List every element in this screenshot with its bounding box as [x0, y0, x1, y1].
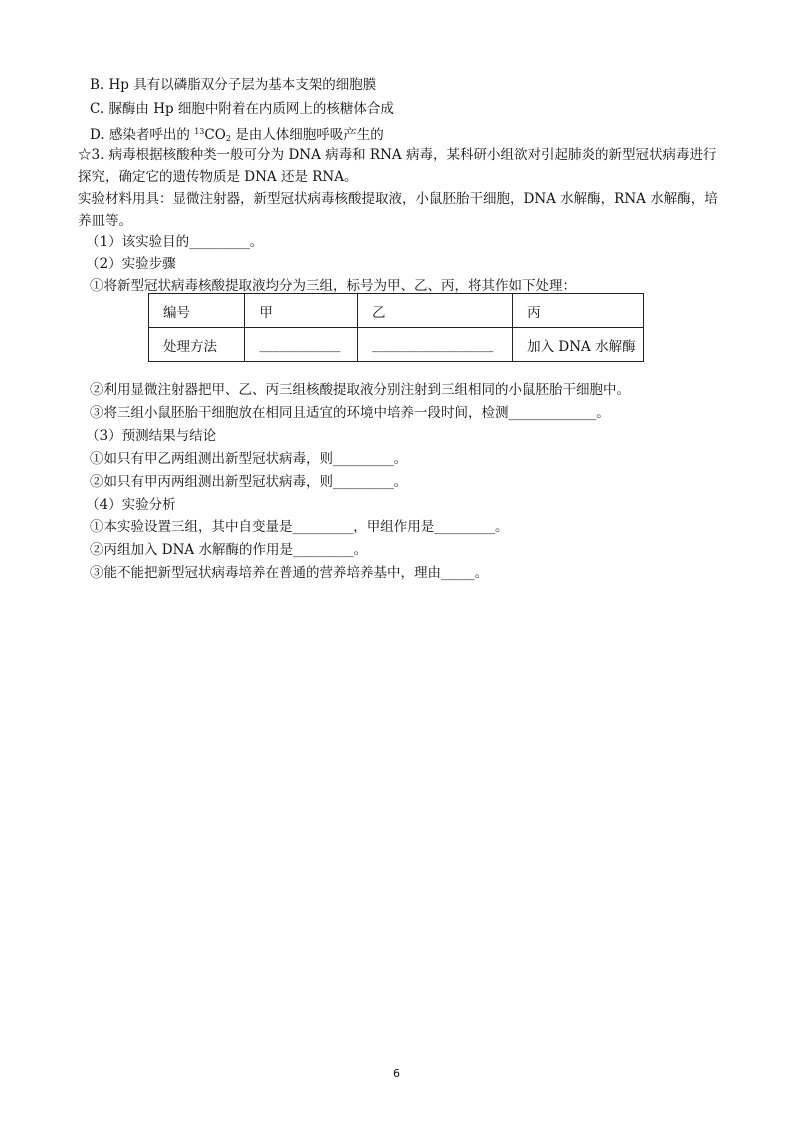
question3-stem-line2: 探究，确定它的遗传物质是 DNA 还是 RNA。	[78, 169, 358, 185]
predict-2: ②如只有甲丙两组测出新型冠状病毒，则_________。	[90, 474, 408, 490]
option-d-co: CO	[204, 127, 226, 143]
page-number: 6	[393, 1067, 400, 1080]
question3-stem-line1: ☆3. 病毒根据核酸种类一般可分为 DNA 病毒和 RNA 病毒，某科研小组欲对引起肺炎的新型冠状病毒进行	[78, 147, 717, 163]
table-cell: 甲	[245, 294, 358, 328]
analysis-1: ①本实验设置三组，其中自变量是_________，甲组作用是_________。	[90, 519, 509, 535]
table-cell: 加入 DNA 水解酶	[513, 328, 644, 362]
table-cell: 处理方法	[149, 328, 245, 362]
option-d-prefix: D. 感染者呼出的	[90, 127, 195, 143]
option-d-suffix: 是由人体细胞呼吸产生的	[230, 127, 384, 143]
table-cell: 乙	[357, 294, 512, 328]
predict-heading: （3）预测结果与结论	[86, 428, 217, 444]
option-d-isotope: 13	[194, 127, 205, 136]
table-cell: 编号	[149, 294, 245, 328]
table-cell: 丙	[513, 294, 644, 328]
step-1: ①将新型冠状病毒核酸提取液均分为三组，标号为甲、乙、丙，将其作如下处理：	[90, 278, 576, 294]
steps-heading: （2）实验步骤	[86, 256, 176, 272]
option-d-subscript: 2	[225, 134, 231, 143]
table-cell: __________________	[357, 328, 512, 362]
analysis-heading: （4）实验分析	[86, 497, 176, 513]
option-c: C. 脲酶由 Hp 细胞中附着在内质网上的核糖体合成	[90, 101, 394, 117]
table-row	[149, 294, 644, 328]
analysis-2: ②丙组加入 DNA 水解酶的作用是_________。	[90, 542, 368, 558]
purpose-question: （1）该实验目的_________。	[86, 234, 264, 250]
table-cell: ____________	[245, 328, 358, 362]
predict-1: ①如只有甲乙两组测出新型冠状病毒，则_________。	[90, 451, 408, 467]
treatment-table	[148, 293, 644, 362]
step-3: ③将三组小鼠胚胎干细胞放在相同且适宜的环境中培养一段时间，检测_____________。	[90, 405, 610, 421]
option-b: B. Hp 具有以磷脂双分子层为基本支架的细胞膜	[90, 77, 377, 93]
analysis-3: ③能不能把新型冠状病毒培养在普通的营养培养基中，理由_____。	[90, 565, 489, 581]
materials-line1: 实验材料用具：显微注射器，新型冠状病毒核酸提取液，小鼠胚胎干细胞，DNA 水解酶，RNA 水解酶，培	[78, 191, 718, 207]
materials-line2: 养皿等。	[78, 213, 132, 229]
table-row	[149, 328, 644, 362]
step-2: ②利用显微注射器把甲、乙、丙三组核酸提取液分别注射到三组相同的小鼠胚胎干细胞中。	[90, 382, 630, 398]
